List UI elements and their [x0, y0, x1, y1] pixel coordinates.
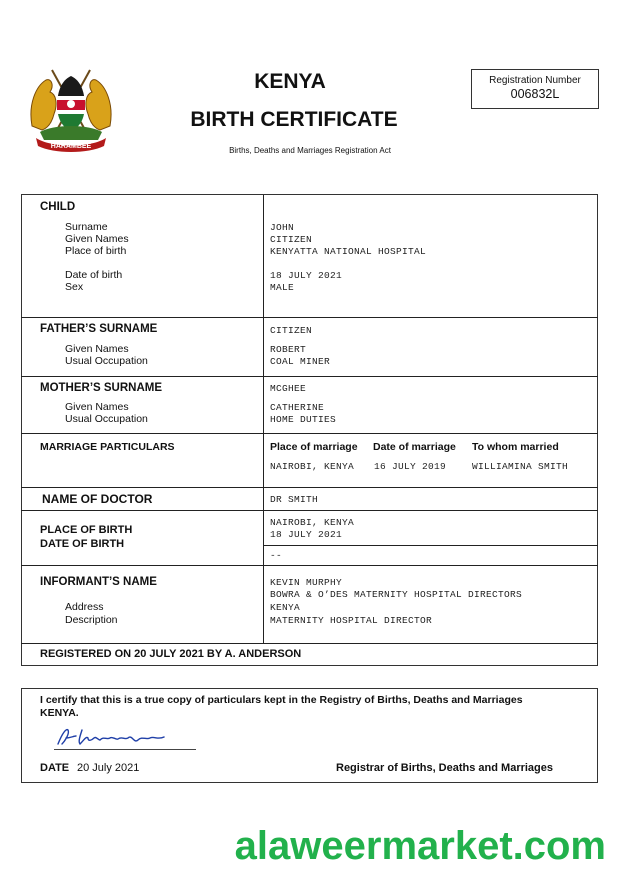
mother-given-names-label: Given Names [65, 401, 129, 413]
registrar-title: Registrar of Births, Deaths and Marriages [336, 762, 554, 774]
marriage-place: NAIROBI, KENYA [270, 461, 355, 472]
country-title: KENYA [254, 70, 326, 93]
registrar-signature [52, 722, 182, 752]
informant-description: MATERNITY HOSPITAL DIRECTOR [270, 615, 433, 626]
child-place-of-birth: KENYATTA NATIONAL HOSPITAL [270, 246, 427, 257]
act-subtitle: Births, Deaths and Marriages Registration Act [229, 146, 391, 155]
birth-place: NAIROBI, KENYA [270, 517, 355, 528]
child-surname-label: Surname [65, 221, 108, 233]
marriage-date-label: Date of marriage [373, 441, 456, 453]
marriage-heading: MARRIAGE PARTICULARS [40, 441, 175, 453]
row-divider [21, 510, 598, 511]
child-dob-label: Date of birth [65, 269, 123, 281]
father-heading: FATHER’S SURNAME [40, 323, 158, 335]
mother-heading: MOTHER’S SURNAME [40, 382, 163, 394]
child-heading: CHILD [40, 201, 76, 213]
child-date-of-birth: 18 JULY 2021 [270, 270, 343, 281]
father-surname: CITIZEN [270, 325, 313, 336]
child-given-names-label: Given Names [65, 233, 129, 245]
row-divider [21, 433, 598, 434]
child-sex: MALE [270, 282, 295, 293]
informant-name: KEVIN MURPHY [270, 577, 343, 588]
mother-given-names: CATHERINE [270, 402, 325, 413]
marriage-whom: WILLIAMINA SMITH [472, 461, 569, 472]
registration-number: 006832L [510, 87, 560, 101]
column-divider [263, 488, 264, 644]
doctor-heading: NAME OF DOCTOR [42, 492, 153, 506]
father-occupation-label: Usual Occupation [65, 355, 148, 367]
row-divider [263, 545, 598, 546]
place-of-birth-heading: PLACE OF BIRTH [40, 524, 133, 536]
mother-occupation: HOME DUTIES [270, 414, 337, 425]
document-title: BIRTH CERTIFICATE [190, 108, 398, 131]
child-place-label: Place of birth [65, 245, 127, 257]
marriage-whom-label: To whom married [472, 441, 559, 453]
column-divider [263, 195, 264, 487]
mother-surname: MCGHEE [270, 383, 307, 394]
certification-statement-line2: KENYA. [40, 707, 79, 719]
row-divider [21, 376, 598, 377]
father-given-names: ROBERT [270, 344, 307, 355]
birth-date: 18 JULY 2021 [270, 529, 343, 540]
marriage-date: 16 JULY 2019 [374, 461, 447, 472]
child-surname: JOHN [270, 222, 295, 233]
informant-heading: INFORMANT’S NAME [40, 576, 157, 588]
row-divider [21, 487, 598, 488]
registered-statement: REGISTERED ON 20 JULY 2021 BY A. ANDERSON [40, 648, 302, 660]
child-given-names: CITIZEN [270, 234, 313, 245]
registration-label: Registration Number [489, 75, 581, 86]
marriage-place-label: Place of marriage [270, 441, 358, 453]
certification-date: 20 July 2021 [77, 762, 140, 774]
father-occupation: COAL MINER [270, 356, 331, 367]
website-watermark: alaweermarket.com [234, 824, 606, 868]
row-divider [21, 565, 598, 566]
signature-line [54, 749, 196, 750]
svg-text:HARAMBEE: HARAMBEE [50, 143, 92, 150]
father-given-names-label: Given Names [65, 343, 129, 355]
date-of-birth-heading: DATE OF BIRTH [40, 538, 125, 550]
informant-address-line2: KENYA [270, 602, 301, 613]
certification-statement-line1: I certify that this is a true copy of particulars kept in the Registry of Births, Deaths and Marriages [40, 694, 523, 706]
registration-number-box [471, 69, 599, 109]
informant-address-line1: BOWRA & O’DES MATERNITY HOSPITAL DIRECTORS [270, 589, 523, 600]
row-divider [21, 643, 598, 644]
mother-occupation-label: Usual Occupation [65, 413, 148, 425]
row-divider [21, 317, 598, 318]
child-sex-label: Sex [65, 281, 84, 293]
birth-extra: -- [270, 550, 283, 561]
certification-date-label: DATE [40, 762, 70, 774]
informant-description-label: Description [65, 614, 118, 626]
doctor-name: DR SMITH [270, 494, 319, 505]
informant-address-label: Address [65, 601, 104, 613]
